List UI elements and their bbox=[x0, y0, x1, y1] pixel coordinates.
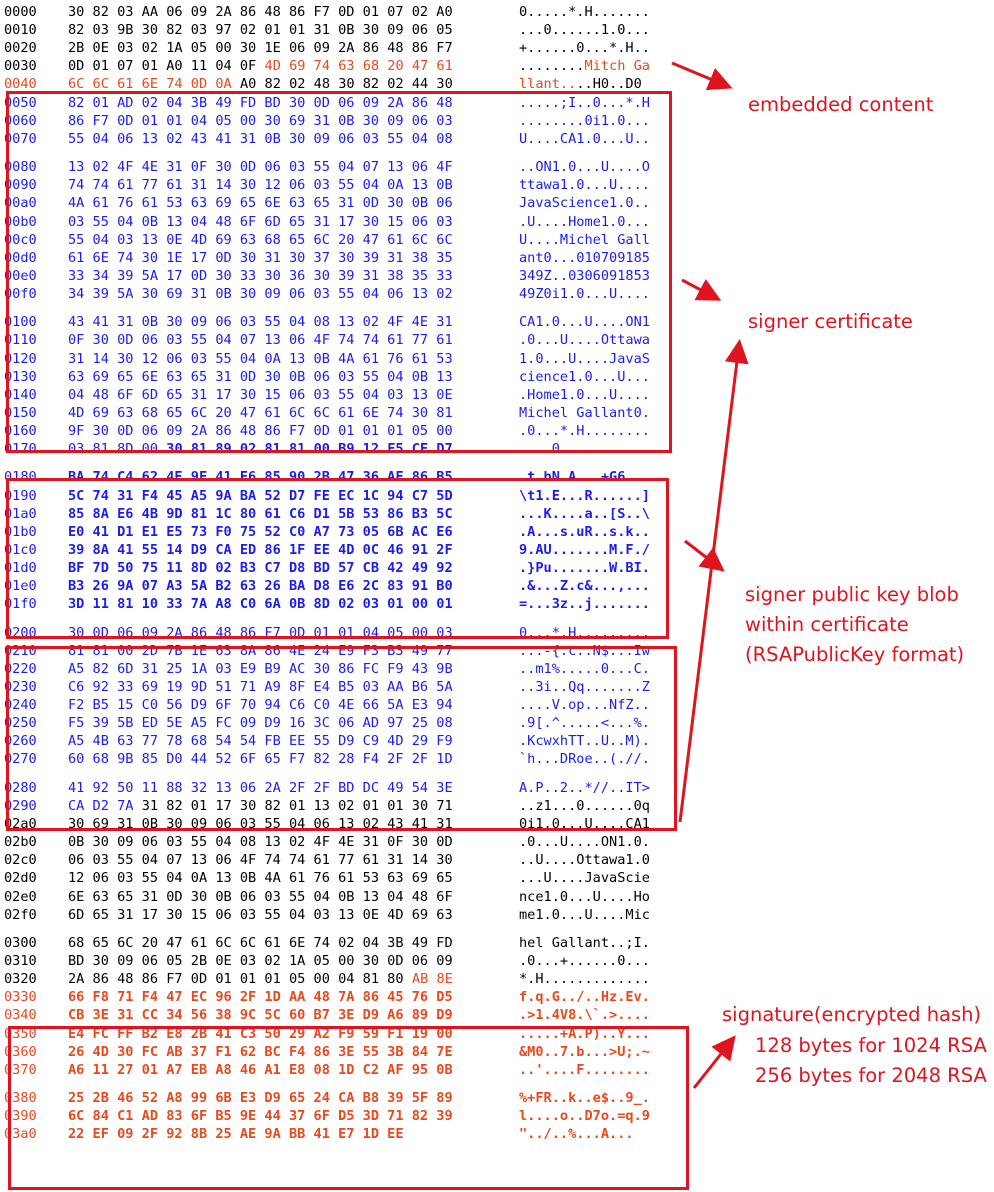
hex-offset: 0100 bbox=[4, 314, 37, 331]
hex-bytes: 85 8A E6 4B 9D 81 1C 80 61 C6 D1 5B 53 86 B3 5C bbox=[68, 505, 453, 522]
hex-bytes: 74 74 61 77 61 31 14 30 12 06 03 55 04 0A 13 0B bbox=[68, 177, 453, 194]
hex-bytes: 25 2B 46 52 A8 99 6B E3 D9 65 24 CA B8 39 5F 89 bbox=[68, 1090, 453, 1107]
hex-bytes: 55 04 03 13 0E 4D 69 63 68 65 6C 20 47 61 6C 6C bbox=[68, 231, 453, 248]
hex-offset: 0110 bbox=[4, 332, 37, 349]
hex-bytes: BA 74 C4 62 4E 9F 41 E6 85 90 2B 47 36 AF 86 B5 bbox=[68, 469, 453, 486]
hex-bytes: 66 F8 71 F4 47 EC 96 2F 1D AA 48 7A 86 45 76 D5 bbox=[68, 989, 453, 1006]
ascii-text: ........0i1.0... bbox=[519, 112, 650, 129]
hex-bytes: 31 14 30 12 06 03 55 04 0A 13 0B 4A 61 76 61 53 bbox=[68, 350, 453, 367]
hex-offset: 02e0 bbox=[4, 888, 37, 905]
ascii-text: .0...+......0... bbox=[519, 953, 650, 970]
hex-offset: 0390 bbox=[4, 1108, 37, 1125]
ascii-text: "../..%...A... bbox=[519, 1126, 634, 1143]
hex-bytes: 13 02 4F 4E 31 0F 30 0D 06 03 55 04 07 13 06 4F bbox=[68, 159, 453, 176]
hex-bytes: 6C 6C 61 6E 74 0D 0A bbox=[68, 76, 240, 93]
hex-bytes: 30 69 31 0B 30 09 06 03 55 04 06 13 02 43 41 31 bbox=[68, 816, 453, 833]
hex-bytes: A6 11 27 01 A7 EB A8 46 A1 E8 08 1D C2 AF 95 0B bbox=[68, 1061, 453, 1078]
ascii-text: ...K....a..[S..\ bbox=[519, 505, 650, 522]
hex-offset: 0280 bbox=[4, 779, 37, 796]
hex-bytes: C6 92 33 69 19 9D 51 71 A9 8F E4 B5 03 AA B6 5A bbox=[68, 679, 453, 695]
hex-bytes: 2B 0E 03 02 1A 05 00 30 1E 06 09 2A 86 48 86 F7 bbox=[68, 40, 453, 57]
ascii-text: ..'....F........ bbox=[519, 1061, 650, 1078]
hex-offset: 01b0 bbox=[4, 523, 37, 540]
ascii-text: .0...U....Ottawa bbox=[519, 332, 650, 349]
hex-offset: 0040 bbox=[4, 76, 37, 93]
ascii-text: .9[.^.....<...%. bbox=[519, 715, 650, 732]
hex-bytes: 26 4D 30 FC AB 37 F1 62 BC F4 86 3E 55 3B 84 7E bbox=[68, 1043, 453, 1060]
hex-bytes: 43 41 31 0B 30 09 06 03 55 04 08 13 02 4F 4E 31 bbox=[68, 314, 453, 331]
hex-bytes: 0D 01 07 01 A0 11 04 0F bbox=[68, 58, 265, 75]
hex-bytes: F5 39 5B ED 5E A5 FC 09 D9 16 3C 06 AD 97 25 08 bbox=[68, 715, 453, 732]
hex-offset: 0140 bbox=[4, 386, 37, 403]
hex-offset: 0240 bbox=[4, 697, 37, 714]
ascii-text: %+FR..k..e$..9_. bbox=[519, 1090, 650, 1107]
ascii-text: llant.. bbox=[519, 76, 577, 93]
hex-offset: 0080 bbox=[4, 159, 37, 176]
ascii-text: .&...Z.c&...,... bbox=[519, 578, 650, 595]
hex-bytes: 06 03 55 04 07 13 06 4F 74 74 61 77 61 31 14 30 bbox=[68, 852, 453, 869]
hex-bytes: 30 0D 06 09 2A 86 48 86 F7 0D 01 01 04 05 00 03 bbox=[68, 624, 453, 641]
signer-certificate-arrow bbox=[682, 280, 716, 298]
hex-bytes: 34 39 5A 30 69 31 0B 30 09 06 03 55 04 06 13 02 bbox=[68, 286, 453, 302]
hex-offset: 0070 bbox=[4, 130, 37, 147]
ascii-text: *.H............. bbox=[519, 971, 650, 988]
ascii-text: hel Gallant..;I. bbox=[519, 934, 650, 951]
hex-offset: 0260 bbox=[4, 733, 37, 750]
ascii-text: .KcwxhTT..U..M). bbox=[519, 733, 650, 750]
hex-bytes: B3 26 9A 07 A3 5A B2 63 26 BA D8 E6 2C 83 91 B0 bbox=[68, 578, 453, 595]
embedded-content-arrow bbox=[672, 63, 727, 86]
ascii-text: ..3i..Qq.......Z bbox=[519, 679, 650, 695]
signer-certificate-label: signer certificate bbox=[748, 310, 913, 333]
hex-offset: 02b0 bbox=[4, 834, 37, 851]
hex-bytes: F2 B5 15 C0 56 D9 6F 70 94 C6 C0 4E 66 5A E3 94 bbox=[68, 697, 453, 714]
hex-offset: 0050 bbox=[4, 94, 37, 111]
hex-bytes: A0 82 02 48 30 82 02 44 30 bbox=[239, 76, 453, 93]
ascii-text: f.q.G../..Hz.Ev. bbox=[519, 989, 650, 1006]
hex-bytes: E4 FC FF B2 E8 2B 41 C3 50 29 A2 F9 59 F1 19 00 bbox=[68, 1025, 453, 1042]
ascii-text: ..U....Ottawa1.0 bbox=[519, 852, 650, 869]
hex-offset: 0230 bbox=[4, 679, 37, 695]
hex-bytes: 12 06 03 55 04 0A 13 0B 4A 61 76 61 53 63 69 65 bbox=[68, 870, 453, 887]
signer-certificate-long-arrow bbox=[680, 345, 739, 822]
hex-offset: 02a0 bbox=[4, 816, 37, 833]
hex-bytes: 33 34 39 5A 17 0D 30 33 30 36 30 39 31 38 35 33 bbox=[68, 267, 453, 284]
hex-offset: 0270 bbox=[4, 751, 37, 768]
ascii-text: ant0...010709185 bbox=[519, 249, 650, 266]
ascii-text: .>1.4V8.\`.>.... bbox=[519, 1007, 650, 1024]
ascii-text: me1.0...U....Mic bbox=[519, 906, 650, 923]
ascii-text: U....CA1.0...U.. bbox=[519, 130, 650, 147]
hex-bytes: 41 92 50 11 88 32 13 06 2A 2F 2F BD DC 49 54 3E bbox=[68, 779, 453, 796]
ascii-text: cience1.0...U... bbox=[519, 368, 650, 385]
ascii-text: ........ bbox=[519, 58, 585, 75]
ascii-text: ...-{.c..N$...Iw bbox=[519, 642, 650, 659]
hex-offset: 01a0 bbox=[4, 505, 37, 522]
hex-offset: 0000 bbox=[4, 4, 37, 20]
ascii-text: =...3z..j....... bbox=[519, 596, 650, 613]
hex-offset: 0150 bbox=[4, 404, 37, 421]
hex-offset: 0250 bbox=[4, 715, 37, 732]
ascii-text: nce1.0...U....Ho bbox=[519, 888, 650, 905]
ascii-text: 1.0...U....JavaS bbox=[519, 350, 650, 367]
ascii-text: ...0......1.0... bbox=[519, 22, 650, 39]
hex-bytes: 4D 69 63 68 65 6C 20 47 61 6C 6C 61 6E 74 30 81 bbox=[68, 404, 453, 421]
hex-bytes: 86 F7 0D 01 01 04 05 00 30 69 31 0B 30 09 06 03 bbox=[68, 112, 453, 129]
hex-bytes: 5C 74 31 F4 45 A5 9A BA 52 D7 FE EC 1C 94 C7 5D bbox=[68, 487, 453, 504]
ascii-text: 0...*.H......... bbox=[519, 624, 650, 641]
hex-bytes: 30 82 03 AA 06 09 2A 86 48 86 F7 0D 01 07 02 A0 bbox=[68, 4, 453, 20]
hex-bytes: 6E 63 65 31 0D 30 0B 06 03 55 04 0B 13 04 48 6F bbox=[68, 888, 453, 905]
hex-bytes: 2A 86 48 86 F7 0D 01 01 01 05 00 04 81 80 bbox=[68, 971, 412, 988]
hex-bytes: 9F 30 0D 06 09 2A 86 48 86 F7 0D 01 01 01 05 00 bbox=[68, 423, 453, 440]
hex-offset: 0360 bbox=[4, 1043, 37, 1060]
hex-bytes: 61 6E 74 30 1E 17 0D 30 31 30 37 30 39 31 38 35 bbox=[68, 249, 453, 266]
hex-offset: 01d0 bbox=[4, 560, 37, 577]
ascii-text: .....+A.P)..Y... bbox=[519, 1025, 650, 1042]
hex-bytes: BF 7D 50 75 11 8D 02 B3 C7 D8 BD 57 CB 42 49 92 bbox=[68, 560, 453, 577]
ascii-text: ..ON1.0...U....O bbox=[519, 159, 650, 176]
hex-offset: 01f0 bbox=[4, 596, 37, 613]
hex-offset: 0310 bbox=[4, 953, 37, 970]
hex-bytes: 0F 30 0D 06 03 55 04 07 13 06 4F 74 74 61 77 61 bbox=[68, 332, 453, 349]
hex-offset: 0030 bbox=[4, 58, 37, 75]
ascii-text: .0...*.H........ bbox=[519, 423, 650, 440]
hex-offset: 0320 bbox=[4, 971, 37, 988]
hex-offset: 01e0 bbox=[4, 578, 37, 595]
ascii-text: ...U....JavaScie bbox=[519, 870, 650, 887]
ascii-text: `h...DRoe..(.//. bbox=[519, 751, 650, 768]
ascii-text: CA1.0...U....ON1 bbox=[519, 314, 650, 331]
ascii-text: l....o..D7o.=q.9 bbox=[519, 1108, 650, 1125]
hex-bytes: CB 3E 31 CC 34 56 38 9C 5C 60 B7 3E D9 A6 89 D9 bbox=[68, 1007, 453, 1024]
hex-bytes: 39 8A 41 55 14 D9 CA ED 86 1F EE 4D 0C 46 91 2F bbox=[68, 541, 453, 558]
ascii-text: ....V.op...NfZ.. bbox=[519, 697, 650, 714]
hex-offset: 0160 bbox=[4, 423, 37, 440]
hex-offset: 03a0 bbox=[4, 1126, 37, 1143]
public-key-label-line-3: (RSAPublicKey format) bbox=[745, 643, 965, 666]
ascii-text: .A...s.uR..s.k.. bbox=[519, 523, 650, 540]
hex-bytes: 82 01 AD 02 04 3B 49 FD BD 30 0D 06 09 2A 86 48 bbox=[68, 94, 453, 111]
hex-bytes: 4A 61 76 61 53 63 69 65 6E 63 65 31 0D 30 0B 06 bbox=[68, 195, 453, 212]
ascii-text: .t.bN.A...+G6... bbox=[519, 469, 650, 486]
ascii-text: ttawa1.0...U.... bbox=[519, 177, 650, 194]
hex-bytes: A5 4B 63 77 78 68 54 54 FB EE 55 D9 C9 4D 29 F9 bbox=[68, 733, 453, 750]
hex-bytes: 63 69 65 6E 63 65 31 0D 30 0B 06 03 55 04 0B 13 bbox=[68, 368, 453, 385]
hex-offset: 02c0 bbox=[4, 852, 37, 869]
hex-offset: 02f0 bbox=[4, 906, 37, 923]
hex-bytes: 60 68 9B 85 D0 44 52 6F 65 F7 82 28 F4 2F 2F 1D bbox=[68, 751, 453, 768]
public-key-label-line-1: signer public key blob bbox=[745, 583, 959, 606]
hex-offset: 0090 bbox=[4, 177, 37, 194]
ascii-text: 0.....*.H....... bbox=[519, 4, 650, 20]
hex-bytes: 55 04 06 13 02 43 41 31 0B 30 09 06 03 55 04 08 bbox=[68, 130, 453, 147]
ascii-text: ..m1%.....0...C. bbox=[519, 660, 650, 677]
hex-bytes: BD 30 09 06 05 2B 0E 03 02 1A 05 00 30 0D 06 09 bbox=[68, 953, 453, 970]
ascii-text: &M0..7.b...>U;.~ bbox=[519, 1043, 650, 1060]
hex-offset: 0340 bbox=[4, 1007, 37, 1024]
hex-offset: 0300 bbox=[4, 934, 37, 951]
ascii-text: ..z1...0......0q bbox=[519, 797, 650, 814]
hex-offset: 0120 bbox=[4, 350, 37, 367]
hex-offset: 00d0 bbox=[4, 249, 37, 266]
ascii-text: Michel Gallant0. bbox=[519, 404, 650, 421]
hex-bytes: 03 55 04 0B 13 04 48 6F 6D 65 31 17 30 15 06 03 bbox=[68, 213, 453, 230]
ascii-text: .Home1.0...U.... bbox=[519, 386, 650, 403]
hex-offset: 00f0 bbox=[4, 286, 37, 302]
hex-offset: 0010 bbox=[4, 22, 37, 39]
ascii-text: A.P..2..*//..IT> bbox=[519, 779, 650, 796]
hex-offset: 0020 bbox=[4, 40, 37, 57]
hex-offset: 0210 bbox=[4, 642, 37, 659]
hex-bytes: 82 03 9B 30 82 03 97 02 01 01 31 0B 30 09 06 05 bbox=[68, 22, 453, 39]
ascii-text: ....0........... bbox=[519, 441, 650, 458]
signature-label-line-2: 128 bytes for 1024 RSA bbox=[755, 1034, 987, 1057]
ascii-text: .U....Home1.0... bbox=[519, 213, 650, 230]
hex-bytes: 6D 65 31 17 30 15 06 03 55 04 03 13 0E 4D 69 63 bbox=[68, 906, 453, 923]
hex-bytes: 30 81 89 02 81 81 00 B9 12 F5 CE D7 bbox=[166, 441, 453, 458]
hex-bytes: AB 8E bbox=[411, 971, 453, 988]
ascii-text: .}Pu.......W.BI. bbox=[519, 560, 650, 577]
signature-arrow bbox=[694, 1040, 732, 1088]
hex-bytes: 3D 11 81 10 33 7A A8 C0 6A 0B 8D 02 03 01 00 01 bbox=[68, 596, 453, 613]
ascii-text: 49Z0i1.0...U.... bbox=[519, 286, 650, 302]
hex-offset: 01c0 bbox=[4, 541, 37, 558]
ascii-text: 349Z..0306091853 bbox=[519, 267, 650, 284]
hex-offset: 0290 bbox=[4, 797, 37, 814]
hex-offset: 0220 bbox=[4, 660, 37, 677]
hex-offset: 0130 bbox=[4, 368, 37, 385]
ascii-text: +......0...*.H.. bbox=[519, 40, 650, 57]
hex-bytes: 0B 30 09 06 03 55 04 08 13 02 4F 4E 31 0F 30 0D bbox=[68, 834, 453, 851]
hex-offset: 0330 bbox=[4, 989, 37, 1006]
ascii-text: ..H0..D0 bbox=[576, 76, 642, 93]
hex-bytes: CA D2 7A bbox=[68, 797, 142, 814]
hex-offset: 00b0 bbox=[4, 213, 37, 230]
hex-bytes: 22 EF 09 2F 92 8B 25 AE 9A BB 41 E7 1D EE bbox=[68, 1126, 404, 1143]
hex-bytes: 03 81 8D 00 bbox=[68, 441, 167, 458]
hex-bytes: 31 82 01 17 30 82 01 13 02 01 01 30 71 bbox=[141, 797, 453, 814]
public-key-label-line-2: within certificate bbox=[745, 613, 909, 636]
hex-bytes: 68 65 6C 20 47 61 6C 6C 61 6E 74 02 04 3B 49 FD bbox=[68, 934, 453, 951]
hex-offset: 0380 bbox=[4, 1090, 37, 1107]
hex-offset: 00a0 bbox=[4, 195, 37, 212]
hex-bytes: 04 48 6F 6D 65 31 17 30 15 06 03 55 04 03 13 0E bbox=[68, 386, 453, 403]
hex-offset: 02d0 bbox=[4, 870, 37, 887]
signature-label-line-1: signature(encrypted hash) bbox=[722, 1003, 982, 1026]
hex-bytes: 81 81 00 2D 7B 1E 63 8A 86 4E 24 E9 F3 B3 49 77 bbox=[68, 642, 453, 659]
hex-offset: 00e0 bbox=[4, 267, 37, 284]
hex-bytes: E0 41 D1 E1 E5 73 F0 75 52 C0 A7 73 05 6B AC E6 bbox=[68, 523, 453, 540]
hex-offset: 0350 bbox=[4, 1025, 37, 1042]
hex-offset: 0190 bbox=[4, 487, 37, 504]
ascii-text: .....;I..0...*.H bbox=[519, 94, 650, 111]
ascii-text: Mitch Ga bbox=[584, 58, 650, 75]
hex-offset: 00c0 bbox=[4, 231, 37, 248]
ascii-text: 0i1.0...U....CA1 bbox=[519, 816, 650, 833]
ascii-text: .0...U....ON1.0. bbox=[519, 834, 650, 851]
hex-offset: 0200 bbox=[4, 624, 37, 641]
hex-offset: 0170 bbox=[4, 441, 37, 458]
hex-offset: 0180 bbox=[4, 469, 37, 486]
hex-offset: 0370 bbox=[4, 1061, 37, 1078]
hex-bytes: 4D 69 74 63 68 20 47 61 bbox=[264, 58, 453, 75]
hex-bytes: A5 82 6D 31 25 1A 03 E9 B9 AC 30 86 FC F9 43 9B bbox=[68, 660, 453, 677]
ascii-text: U....Michel Gall bbox=[519, 231, 650, 248]
hex-bytes: 6C 84 C1 AD 83 6F B5 9E 44 37 6F D5 3D 71 82 39 bbox=[68, 1108, 453, 1125]
ascii-text: 9.AU.......M.F./ bbox=[519, 541, 650, 558]
hex-offset: 0060 bbox=[4, 112, 37, 129]
signature-label-line-3: 256 bytes for 2048 RSA bbox=[755, 1064, 987, 1087]
ascii-text: JavaScience1.0.. bbox=[519, 195, 650, 212]
ascii-text: \t1.E...R......] bbox=[519, 487, 650, 504]
embedded-content-label: embedded content bbox=[748, 93, 934, 116]
